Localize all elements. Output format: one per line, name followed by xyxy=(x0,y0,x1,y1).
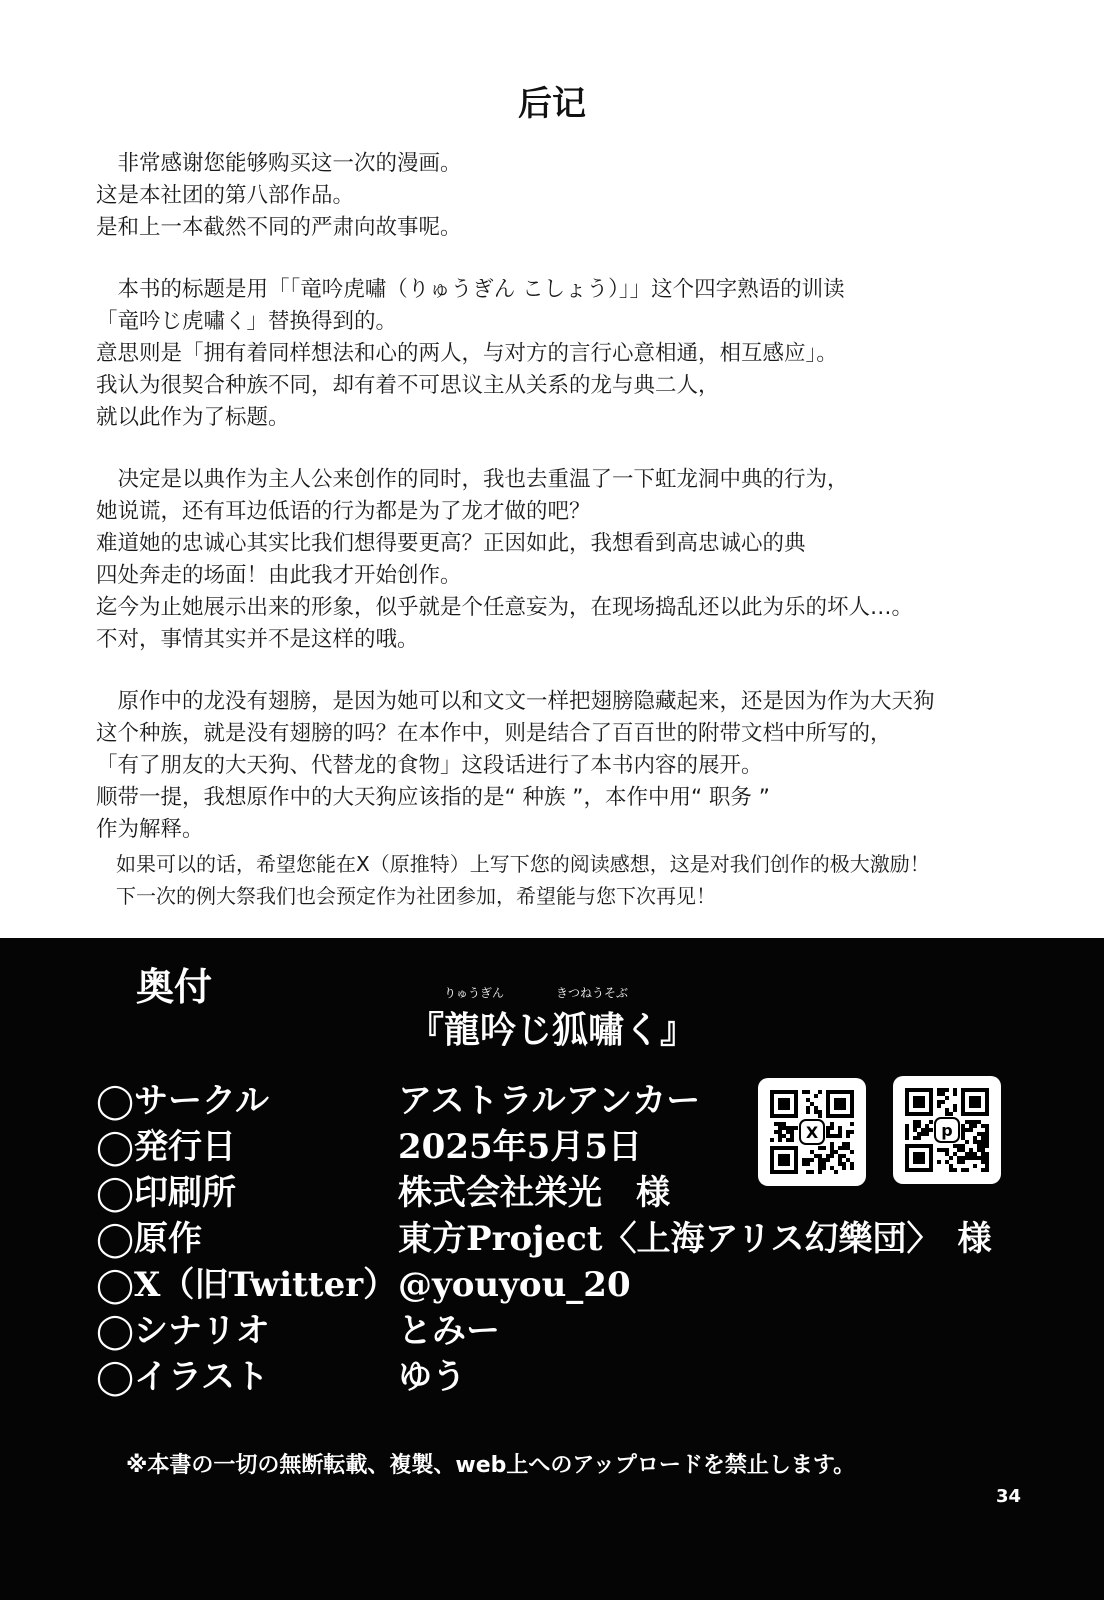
afterword-title: 后记 xyxy=(518,84,586,124)
qr-module xyxy=(961,1132,965,1136)
qr-module xyxy=(782,1134,786,1138)
qr-module xyxy=(818,1110,822,1114)
qr-finder-pattern xyxy=(905,1144,933,1172)
qr-module xyxy=(810,1150,814,1154)
qr-module xyxy=(941,1092,945,1096)
qr-module xyxy=(937,1100,941,1104)
qr-module xyxy=(838,1154,842,1158)
qr-module xyxy=(985,1144,989,1148)
ruby-reading-1: りゅうぎん xyxy=(444,986,505,1000)
qr-module xyxy=(977,1156,981,1160)
x-logo-icon xyxy=(800,1120,824,1144)
qr-module xyxy=(810,1170,814,1174)
info-label: ◯X（旧Twitter） xyxy=(96,1265,398,1305)
qr-module xyxy=(830,1150,834,1154)
qr-module xyxy=(838,1130,842,1134)
qr-module xyxy=(969,1152,973,1156)
qr-module xyxy=(786,1138,790,1142)
qr-module xyxy=(814,1094,818,1098)
qr-module xyxy=(830,1166,834,1170)
qr-module xyxy=(822,1162,826,1166)
qr-module xyxy=(953,1104,957,1108)
qr-module xyxy=(949,1164,953,1168)
qr-module xyxy=(973,1120,977,1124)
qr-module xyxy=(830,1134,834,1138)
book-title-block xyxy=(0,984,1104,1053)
qr-module xyxy=(850,1150,854,1154)
qr-module xyxy=(806,1162,810,1166)
qr-finder-pattern xyxy=(826,1090,854,1118)
qr-module xyxy=(786,1130,790,1134)
qr-module xyxy=(969,1148,973,1152)
qr-module xyxy=(846,1158,850,1162)
qr-module xyxy=(961,1128,965,1132)
qr-module xyxy=(981,1148,985,1152)
qr-module xyxy=(981,1160,985,1164)
qr-module xyxy=(985,1124,989,1128)
qr-module xyxy=(818,1166,822,1170)
text-line: 下一次的例大祭我们也会预定作为社团参加，希望能与您下次再见！ xyxy=(116,884,716,908)
qr-module xyxy=(830,1126,834,1130)
text-line: 本书的标题是用「「竜吟虎嘯（りゅうぎん こしょう）」」这个四字熟语的训读 xyxy=(96,277,845,302)
qr-module xyxy=(782,1122,786,1126)
info-value: ゆう xyxy=(398,1357,466,1397)
paragraph-4 xyxy=(96,686,1056,846)
qr-module xyxy=(778,1130,782,1134)
info-value: アストラルアンカー xyxy=(398,1081,701,1121)
qr-module xyxy=(806,1110,810,1114)
qr-module xyxy=(778,1138,782,1142)
qr-module xyxy=(981,1140,985,1144)
qr-module xyxy=(778,1122,782,1126)
qr-module xyxy=(794,1126,798,1130)
qr-module xyxy=(941,1100,945,1104)
qr-module xyxy=(973,1140,977,1144)
qr-module xyxy=(985,1168,989,1172)
qr-module xyxy=(917,1124,921,1128)
qr-finder-pattern xyxy=(905,1088,933,1116)
text-line: 我认为很契合种族不同，却有着不可思议主从关系的龙与典二人， xyxy=(96,373,720,398)
qr-module xyxy=(830,1142,834,1146)
qr-module xyxy=(826,1130,830,1134)
qr-module xyxy=(802,1162,806,1166)
qr-module xyxy=(985,1160,989,1164)
qr-module xyxy=(945,1088,949,1092)
qr-module xyxy=(921,1132,925,1136)
qr-module xyxy=(838,1158,842,1162)
qr-module xyxy=(953,1092,957,1096)
qr-module xyxy=(973,1124,977,1128)
qr-module xyxy=(802,1090,806,1094)
colophon-section xyxy=(0,938,1104,1600)
qr-module xyxy=(929,1128,933,1132)
qr-module xyxy=(830,1122,834,1126)
qr-module xyxy=(774,1130,778,1134)
qr-module xyxy=(985,1156,989,1160)
text-line: 决定是以典作为主人公来创作的同时，我也去重温了一下虹龙洞中典的行为， xyxy=(96,467,849,492)
qr-module xyxy=(985,1140,989,1144)
qr-module xyxy=(949,1168,953,1172)
qr-module xyxy=(905,1136,909,1140)
qr-module xyxy=(961,1148,965,1152)
qr-code-pixiv[interactable] xyxy=(893,1076,1001,1184)
qr-module xyxy=(965,1120,969,1124)
qr-module xyxy=(826,1126,830,1130)
info-label: ◯発行日 xyxy=(96,1127,237,1167)
qr-module xyxy=(945,1160,949,1164)
qr-module xyxy=(850,1166,854,1170)
qr-module xyxy=(846,1130,850,1134)
qr-module xyxy=(981,1132,985,1136)
qr-module xyxy=(973,1164,977,1168)
qr-module xyxy=(953,1168,957,1172)
info-label: ◯シナリオ xyxy=(96,1311,270,1351)
qr-module xyxy=(981,1136,985,1140)
qr-module xyxy=(985,1152,989,1156)
qr-module xyxy=(945,1108,949,1112)
qr-module xyxy=(945,1096,949,1100)
text-line: 这是本社团的第八部作品。 xyxy=(96,183,355,208)
text-line: 非常感谢您能够购买这一次的漫画。 xyxy=(96,151,462,176)
svg-text:p: p xyxy=(941,1121,953,1140)
qr-module xyxy=(965,1168,969,1172)
qr-module xyxy=(981,1124,985,1128)
qr-module xyxy=(965,1152,969,1156)
qr-module xyxy=(985,1132,989,1136)
qr-module xyxy=(941,1088,945,1092)
ruby-row xyxy=(0,984,1104,1000)
qr-module xyxy=(838,1126,842,1130)
qr-module xyxy=(790,1130,794,1134)
qr-module xyxy=(814,1106,818,1110)
qr-module xyxy=(961,1124,965,1128)
qr-module xyxy=(778,1134,782,1138)
qr-finder-pattern xyxy=(961,1088,989,1116)
qr-module xyxy=(850,1130,854,1134)
text-line: 「竜吟じ虎嘯く」替换得到的。 xyxy=(96,309,398,334)
qr-module xyxy=(961,1160,965,1164)
qr-module xyxy=(921,1128,925,1132)
text-line: 是和上一本截然不同的严肃向故事呢。 xyxy=(96,215,462,240)
qr-module xyxy=(826,1134,830,1138)
qr-module xyxy=(814,1154,818,1158)
qr-module xyxy=(905,1128,909,1132)
qr-module xyxy=(925,1128,929,1132)
qr-module xyxy=(949,1156,953,1160)
qr-module xyxy=(790,1138,794,1142)
qr-module xyxy=(965,1156,969,1160)
qr-module xyxy=(977,1144,981,1148)
qr-pattern-pixiv xyxy=(893,1076,1001,1184)
text-line: 不对，事情其实并不是这样的哦。 xyxy=(96,627,419,652)
qr-module xyxy=(905,1132,909,1136)
qr-module xyxy=(965,1140,969,1144)
qr-module xyxy=(977,1140,981,1144)
qr-module xyxy=(810,1158,814,1162)
qr-finder-pattern xyxy=(770,1146,798,1174)
svg-text:X: X xyxy=(805,1123,819,1142)
qr-module xyxy=(981,1156,985,1160)
qr-module xyxy=(941,1148,945,1152)
text-line: 原作中的龙没有翅膀，是因为她可以和文文一样把翅膀隐藏起来，还是因为作为大天狗 xyxy=(96,689,935,714)
ruby-reading-2: きつねうそぶ xyxy=(556,986,629,1000)
text-line: 如果可以的话，希望您能在X（原推特）上写下您的阅读感想，这是对我们创作的极大激励！ xyxy=(116,852,930,876)
qr-module xyxy=(826,1158,830,1162)
qr-module xyxy=(917,1136,921,1140)
qr-module xyxy=(822,1166,826,1170)
qr-module xyxy=(842,1154,846,1158)
qr-module xyxy=(838,1146,842,1150)
qr-module xyxy=(774,1122,778,1126)
qr-module xyxy=(969,1128,973,1132)
info-value: 株式会社栄光 様 xyxy=(398,1173,670,1213)
qr-module xyxy=(945,1148,949,1152)
qr-module xyxy=(842,1162,846,1166)
qr-module xyxy=(985,1136,989,1140)
qr-pattern-x xyxy=(758,1078,866,1186)
qr-module xyxy=(961,1144,965,1148)
qr-module xyxy=(917,1132,921,1136)
qr-module xyxy=(977,1148,981,1152)
info-value: @youyou_20 xyxy=(398,1265,631,1305)
info-value: とみー xyxy=(398,1311,500,1351)
qr-module xyxy=(981,1152,985,1156)
qr-module xyxy=(985,1128,989,1132)
qr-module xyxy=(985,1164,989,1168)
qr-module xyxy=(850,1122,854,1126)
qr-module xyxy=(913,1124,917,1128)
qr-module xyxy=(790,1126,794,1130)
qr-module xyxy=(822,1146,826,1150)
info-label: ◯原作 xyxy=(96,1219,203,1259)
qr-module xyxy=(969,1120,973,1124)
qr-module xyxy=(846,1134,850,1138)
qr-module xyxy=(977,1132,981,1136)
qr-module xyxy=(981,1144,985,1148)
qr-module xyxy=(850,1162,854,1166)
qr-module xyxy=(957,1160,961,1164)
info-label: ◯サークル xyxy=(96,1081,270,1121)
qr-module xyxy=(846,1142,850,1146)
text-line: 她说谎，还有耳边低语的行为都是为了龙才做的吧？ xyxy=(96,499,591,524)
qr-module xyxy=(965,1128,969,1132)
qr-module xyxy=(957,1144,961,1148)
qr-module xyxy=(937,1092,941,1096)
info-label: ◯印刷所 xyxy=(96,1173,237,1213)
qr-module xyxy=(973,1156,977,1160)
qr-module xyxy=(806,1098,810,1102)
qr-module xyxy=(925,1132,929,1136)
qr-module xyxy=(818,1146,822,1150)
qr-module xyxy=(830,1154,834,1158)
text-line: 顺带一提，我想原作中的大天狗应该指的是“ 种族 ”，本作中用“ 职务 ” xyxy=(96,785,770,810)
qr-module xyxy=(818,1158,822,1162)
qr-module xyxy=(818,1090,822,1094)
qr-module xyxy=(818,1114,822,1118)
qr-module xyxy=(961,1136,965,1140)
qr-module xyxy=(937,1104,941,1108)
qr-module xyxy=(913,1128,917,1132)
qr-module xyxy=(818,1154,822,1158)
qr-module xyxy=(953,1108,957,1112)
qr-module xyxy=(961,1168,965,1172)
qr-module xyxy=(842,1146,846,1150)
paragraph-1 xyxy=(96,148,1056,244)
book-title: 『龍吟じ狐嘯く』 xyxy=(407,1009,696,1051)
qr-module xyxy=(834,1170,838,1174)
qr-module xyxy=(818,1162,822,1166)
qr-module xyxy=(957,1156,961,1160)
qr-module xyxy=(770,1138,774,1142)
qr-module xyxy=(945,1152,949,1156)
qr-module xyxy=(945,1112,949,1116)
qr-module xyxy=(834,1134,838,1138)
page-number: 34 xyxy=(996,1486,1022,1507)
text-line: 迄今为止她展示出来的形象，似乎就是个任意妄为，在现场捣乱还以此为乐的坏人…。 xyxy=(96,595,914,620)
qr-module xyxy=(802,1158,806,1162)
colophon-heading: 奥付 xyxy=(136,964,213,1009)
qr-module xyxy=(814,1110,818,1114)
qr-module xyxy=(913,1120,917,1124)
qr-module xyxy=(806,1090,810,1094)
qr-module xyxy=(818,1170,822,1174)
qr-module xyxy=(846,1146,850,1150)
qr-module xyxy=(782,1126,786,1130)
qr-module xyxy=(949,1112,953,1116)
qr-module xyxy=(917,1120,921,1124)
info-value: 東方Project〈上海アリス幻樂団〉 様 xyxy=(398,1219,992,1259)
qr-module xyxy=(937,1160,941,1164)
qr-module xyxy=(905,1124,909,1128)
paragraph-3 xyxy=(96,464,1056,656)
qr-module xyxy=(973,1152,977,1156)
qr-module xyxy=(822,1158,826,1162)
qr-module xyxy=(806,1106,810,1110)
qr-code-x[interactable] xyxy=(758,1078,866,1186)
qr-finder-pattern xyxy=(770,1090,798,1118)
closing-message xyxy=(116,848,1086,912)
qr-module xyxy=(953,1088,957,1092)
info-label: ◯イラスト xyxy=(96,1357,270,1397)
copyright-notice: ※本書の一切の無断転載、複製、web上へのアップロードを禁止します。 xyxy=(126,1453,856,1478)
qr-module xyxy=(810,1102,814,1106)
qr-module xyxy=(806,1170,810,1174)
pixiv-logo-icon xyxy=(935,1118,959,1142)
qr-module xyxy=(786,1126,790,1130)
qr-module xyxy=(838,1162,842,1166)
qr-module xyxy=(969,1156,973,1160)
qr-module xyxy=(977,1120,981,1124)
text-line: 这个种族，就是没有翅膀的吗？在本作中，则是结合了百百世的附带文档中所写的， xyxy=(96,721,892,746)
qr-module xyxy=(953,1152,957,1156)
qr-module xyxy=(842,1142,846,1146)
qr-module xyxy=(778,1126,782,1130)
text-line: 「有了朋友的大天狗、代替龙的食物」这段话进行了本书内容的展开。 xyxy=(96,753,763,778)
paragraph-2 xyxy=(96,274,1056,434)
text-line: 作为解释。 xyxy=(96,817,204,842)
qr-module xyxy=(826,1154,830,1158)
qr-module xyxy=(937,1088,941,1092)
qr-module xyxy=(925,1124,929,1128)
qr-module xyxy=(929,1120,933,1124)
text-line: 就以此作为了标题。 xyxy=(96,405,290,430)
qr-module xyxy=(961,1156,965,1160)
text-line: 意思则是「拥有着同样想法和心的两人，与对方的言行心意相通，相互感应」。 xyxy=(96,341,838,366)
text-line: 四处奔走的场面！由此我才开始创作。 xyxy=(96,563,462,588)
qr-module xyxy=(806,1158,810,1162)
qr-module xyxy=(838,1134,842,1138)
text-line: 难道她的忠诚心其实比我们想得要更高？正因如此，我想看到高忠诚心的典 xyxy=(96,531,806,556)
qr-module xyxy=(834,1150,838,1154)
qr-module xyxy=(830,1146,834,1150)
qr-module xyxy=(937,1148,941,1152)
qr-module xyxy=(981,1168,985,1172)
qr-module xyxy=(842,1166,846,1170)
qr-module xyxy=(913,1136,917,1140)
info-value: 2025年5月5日 xyxy=(398,1127,642,1167)
qr-module xyxy=(969,1124,973,1128)
qr-module xyxy=(973,1136,977,1140)
qr-module xyxy=(790,1134,794,1138)
qr-module xyxy=(953,1144,957,1148)
qr-module xyxy=(957,1148,961,1152)
afterword-body xyxy=(96,148,1056,876)
